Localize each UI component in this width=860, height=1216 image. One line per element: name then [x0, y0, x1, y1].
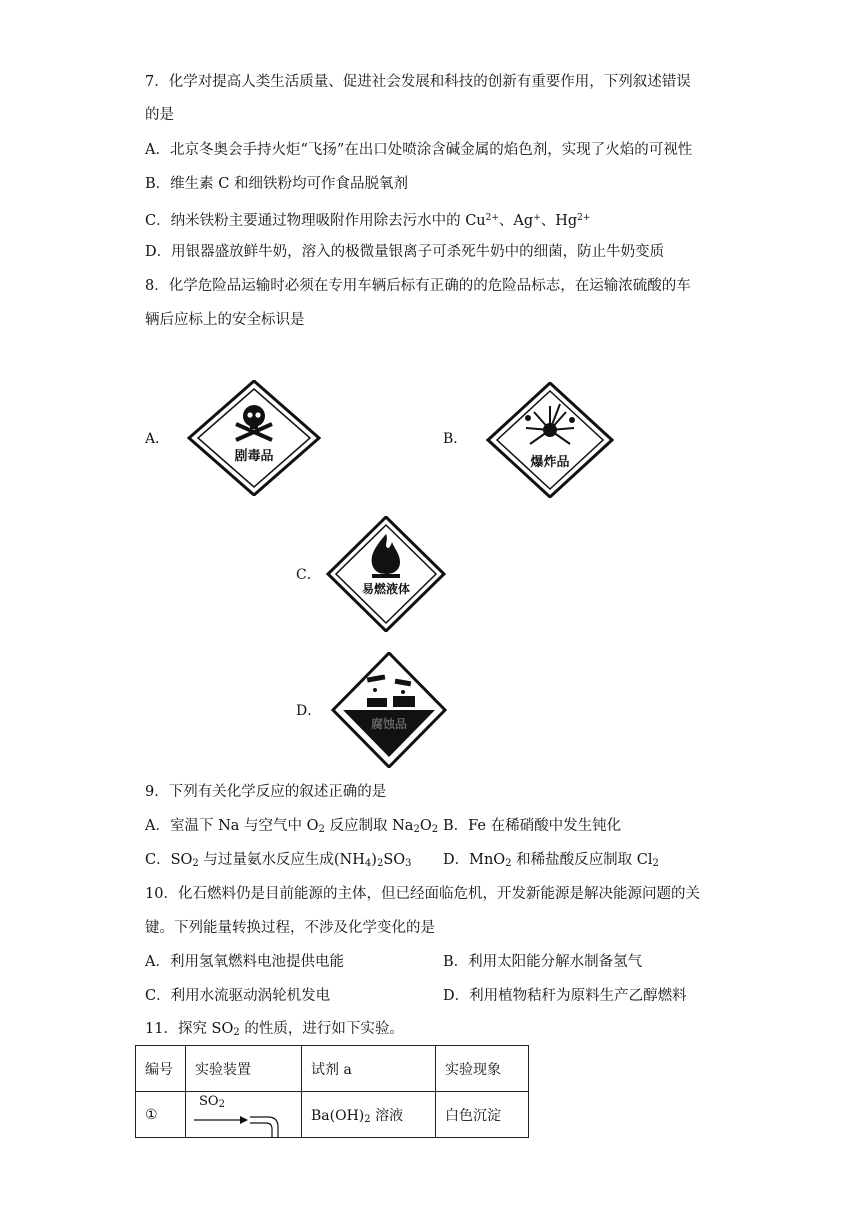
experiment-table	[135, 1045, 529, 1138]
q7-option-b: B．维生素 C 和细铁粉均可作食品脱氧剂	[145, 176, 408, 192]
q7-option-c: C．纳米铁粉主要通过物理吸附作用除去污水中的 $Cu^{2+}$、Ag+、$Hg^{2+}$	[145, 213, 591, 229]
q10-option-d: D．利用植物秸秆为原料生产乙醇燃料	[443, 988, 687, 1004]
explosive-sign-icon	[486, 382, 614, 498]
q8-option-a-label: A．	[145, 431, 170, 447]
q8-stem-line1: 8．化学危险品运输时必须在专用车辆后标有正确的的危险品标志，在运输浓硫酸的车	[145, 278, 691, 294]
table-header-cell: 实验装置	[186, 1046, 302, 1092]
corrosive-sign-text: 腐蚀品	[370, 717, 408, 731]
q9-option-d: D．MnO$_2$ 和稀盐酸反应制取 $Cl_2$	[443, 852, 659, 869]
table-header-cell: 试剂 a	[302, 1046, 436, 1092]
q8-stem-line2: 辆后应标上的安全标识是	[145, 312, 305, 328]
q7-stem-line2: 的是	[145, 107, 174, 123]
table-header-cell: 实验现象	[436, 1046, 529, 1092]
flammable-liquid-sign-text: 易燃液体	[361, 582, 411, 596]
table-row	[136, 1092, 529, 1138]
row-number: ①	[136, 1092, 186, 1138]
toxic-sign-icon	[187, 380, 321, 496]
q11-stem: 11．探究 $SO_2$ 的性质，进行如下实验。	[145, 1021, 404, 1038]
gas-inlet-tube-icon	[192, 1112, 282, 1138]
q9-stem: 9．下列有关化学反应的叙述正确的是	[145, 784, 387, 800]
reagent-cell: $Ba(OH)_2$ 溶液	[302, 1092, 436, 1138]
q10-option-a: A．利用氢氧燃料电池提供电能	[145, 954, 344, 970]
q10-option-b: B．利用太阳能分解水制备氢气	[443, 954, 643, 970]
corrosive-sign-icon	[331, 652, 447, 768]
q10-stem-line1: 10．化石燃料仍是目前能源的主体，但已经面临危机，开发新能源是解决能源问题的关	[145, 886, 700, 902]
apparatus-cell	[186, 1092, 302, 1138]
toxic-sign-text: 剧毒品	[234, 449, 274, 464]
q7-stem-line1: 7．化学对提高人类生活质量、促进社会发展和科技的创新有重要作用，下列叙述错误	[145, 74, 691, 90]
phenomenon-cell: 白色沉淀	[436, 1092, 529, 1138]
q7-option-d: D．用银器盛放鲜牛奶，溶入的极微量银离子可杀死牛奶中的细菌，防止牛奶变质	[145, 244, 665, 260]
explosive-sign-text: 爆炸品	[530, 455, 570, 470]
q9-option-b: B．Fe 在稀硝酸中发生钝化	[443, 818, 622, 834]
q8-option-b-label: B．	[443, 431, 468, 447]
q7-option-a: A．北京冬奥会手持火炬“飞扬”在出口处喷涂含碱金属的焰色剂，实现了火焰的可视性	[145, 142, 693, 158]
table-header-row	[136, 1046, 529, 1092]
table-header-cell: 编号	[136, 1046, 186, 1092]
q9-option-c: C．$SO_2$ 与过量氨水反应生成$(NH_4)_2SO_3$	[145, 852, 412, 869]
q8-option-d-label: D．	[296, 703, 322, 719]
q8-option-c-label: C．	[296, 567, 321, 583]
flammable-liquid-sign-icon	[326, 516, 446, 632]
q10-option-c: C．利用水流驱动涡轮机发电	[145, 988, 331, 1004]
q10-stem-line2: 键。下列能量转换过程，不涉及化学变化的是	[145, 920, 435, 936]
q9-option-a: A．室温下 Na 与空气中 $O_2$ 反应制取 $Na_2O_2$	[145, 818, 439, 835]
apparatus-gas-label: $SO_2$	[199, 1094, 225, 1110]
